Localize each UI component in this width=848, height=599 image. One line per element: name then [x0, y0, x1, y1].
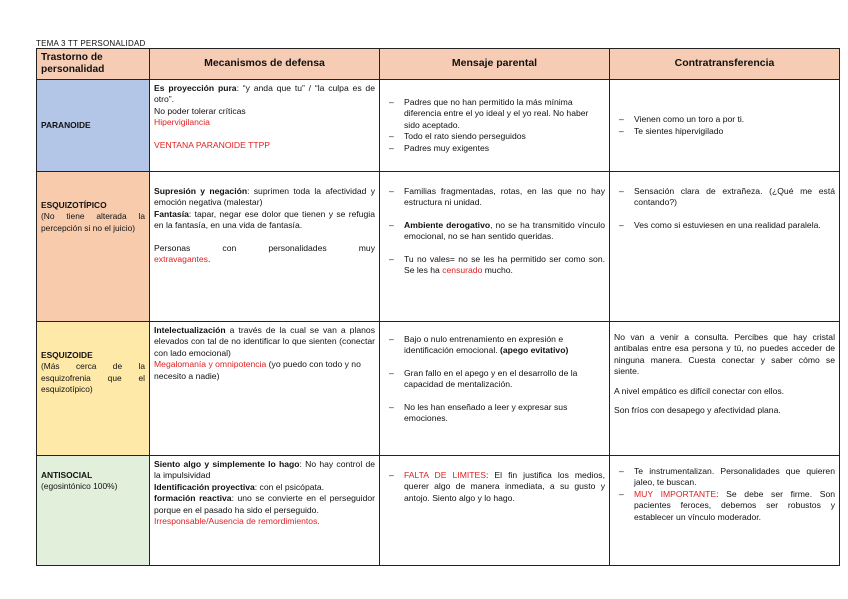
mech-text: (yo puedo con todo y no necesito a nadie) — [154, 359, 361, 381]
cell-esquizoide-mensaje — [380, 322, 610, 456]
list-item: – Te instrumentalizan. Personalidades que quieren jaleo, te buscan. — [614, 466, 835, 489]
mech-bold: Supresión y negación — [154, 186, 248, 196]
list-item: – Te sientes hipervigilado — [614, 126, 835, 137]
list-item: – Ves como si estuviesen en una realidad paralela. — [614, 220, 835, 231]
counter-text: No van a venir a consulta. Percibes que hay cristal antibalas entre esa persona y tú, no puedes acceder de ninguna manera. Cuesta conectar y saber cómo se siente. — [614, 332, 835, 377]
header-row — [37, 49, 840, 80]
mech-text: Personas con personalidades muy — [154, 242, 375, 253]
mech-bold: Fantasía — [154, 208, 189, 219]
msg-bold: Ambiente derogativo — [404, 219, 491, 230]
mech-text: : tapar, negar ese dolor que tienen y se refugia en la fantasía, en una vida de fantasía. — [154, 208, 375, 231]
cell-antisocial-contratransferencia — [610, 456, 840, 566]
cell-esquizoide-mecanismos — [150, 322, 380, 456]
page-title: TEMA 3 TT PERSONALIDAD — [36, 39, 146, 48]
mech-highlight: extravagantes — [154, 254, 208, 265]
mech-highlight: VENTANA PARANOIDE TTPP — [154, 139, 271, 150]
list-item — [384, 334, 605, 357]
list-item — [614, 489, 835, 523]
list-item — [384, 254, 605, 277]
msg-text: Bajo o nulo entrenamiento en expresión e identificación emocional. — [404, 334, 564, 356]
mech-text: No poder tolerar críticas — [154, 105, 246, 116]
cell-antisocial-mensaje — [380, 456, 610, 566]
msg-bold: (apego evitativo) — [500, 345, 569, 356]
msg-text: : El fin justifica los medios, querer algo de manera inmediata, a su gusto y antojo. Siento algo y lo hago. — [404, 470, 605, 503]
mech-highlight: Irresponsable/Ausencia de remordimientos. — [154, 516, 320, 527]
mech-text: : “y anda que tu” / “la culpa es de otro”. — [154, 83, 375, 105]
mech-text: . — [207, 254, 211, 265]
list-item: – Vienen como un toro a por ti. — [614, 114, 835, 125]
cell-paranoide-contratransferencia — [610, 80, 840, 172]
header-mensaje: Mensaje parental — [380, 49, 610, 80]
mech-highlight: Hipervigilancia — [154, 117, 210, 128]
mech-bold: Identificación proyectiva — [154, 481, 255, 492]
disorder-name: ANTISOCIAL — [41, 470, 93, 480]
row-paranoide — [37, 80, 840, 172]
cell-esquizotipico-type — [37, 172, 150, 322]
list-item — [384, 220, 605, 243]
personality-disorders-table — [36, 48, 840, 566]
mech-text: : No hay control de la impulsividad — [154, 459, 376, 481]
row-esquizotipico — [37, 172, 840, 322]
disorder-note: (egosintónico 100%) — [41, 481, 118, 492]
mech-bold: Intelectualización — [154, 325, 226, 335]
cell-esquizoide-type — [37, 322, 150, 456]
header-trastorno: Trastorno de personalidad — [37, 49, 150, 80]
list-item: – Familias fragmentadas, rotas, en las que no hay estructura ni unidad. — [384, 186, 605, 209]
mech-text: : con el psicópata. — [254, 481, 325, 492]
msg-highlight: FALTA DE LIMITES — [404, 470, 486, 480]
cell-esquizoide-contratransferencia — [610, 322, 840, 456]
msg-text: mucho. — [484, 265, 513, 276]
mech-bold: Siento algo y simplemente lo hago — [154, 459, 300, 469]
list-item — [384, 470, 605, 504]
cell-paranoide-type — [37, 80, 150, 172]
cell-antisocial-type — [37, 456, 150, 566]
mech-text: a través de la cual se van a planos elevados con tal de no identificar lo que sienten (conectar con lado emocional) — [154, 325, 375, 358]
cell-esquizotipico-mensaje — [380, 172, 610, 322]
cell-paranoide-mensaje — [380, 80, 610, 172]
mech-text: : uno se convierte en el perseguidor porque en el pasado ha sido el perseguido. — [154, 493, 375, 515]
mech-bold: formación reactiva — [154, 493, 232, 504]
cell-paranoide-mecanismos — [150, 80, 380, 172]
header-mecanismos: Mecanismos de defensa — [150, 49, 380, 80]
cell-antisocial-mecanismos — [150, 456, 380, 566]
mech-highlight: Megalomanía y omnipotencia — [154, 359, 267, 370]
msg-highlight: censurado — [442, 265, 483, 276]
cell-esquizotipico-mecanismos — [150, 172, 380, 322]
list-item: – Todo el rato siendo perseguidos — [384, 131, 605, 142]
row-antisocial — [37, 456, 840, 566]
disorder-name: PARANOIDE — [41, 119, 91, 130]
msg-text: , no se ha transmitido vínculo emocional, no se han sentido queridas. — [404, 219, 605, 242]
cell-esquizotipico-contratransferencia — [610, 172, 840, 322]
mech-text: : suprimen toda la afectividad y emoción negativa (malestar) — [154, 186, 375, 208]
header-contratransferencia: Contratransferencia — [610, 49, 840, 80]
disorder-name: ESQUIZOIDE — [41, 350, 93, 360]
list-item: – Padres que no han permitido la más mínima diferencia entre el yo ideal y el yo real. No haber sido aceptado. — [384, 97, 605, 131]
list-item: – Sensación clara de extrañeza. (¿Qué me está contando?) — [614, 186, 835, 209]
counter-highlight: MUY IMPORTANTE — [634, 488, 717, 499]
disorder-note: (Más cerca de la esquizofrenia que el esquizotípico) — [41, 361, 145, 395]
row-esquizoide — [37, 322, 840, 456]
mech-bold: Es proyección pura — [154, 83, 237, 93]
list-item: – Gran fallo en el apego y en el desarrollo de la capacidad de mentalización. — [384, 368, 605, 391]
msg-text: Tu no vales= no se les ha permitido ser como son. Se les ha — [404, 253, 605, 276]
disorder-note: (No tiene alterada la percepción si no el juicio) — [41, 211, 145, 233]
counter-text: A nivel empático es difícil conectar con ellos. — [614, 385, 785, 396]
disorder-name: ESQUIZOTÍPICO — [41, 200, 107, 210]
list-item: – Padres muy exigentes — [384, 143, 605, 154]
list-item: – No les han enseñado a leer y expresar sus emociones. — [384, 402, 605, 425]
counter-text: Son fríos con desapego y afectividad plana. — [614, 405, 781, 416]
counter-text: : Se debe ser firme. Son pacientes feroces, debemos ser robustos y establecer un vínculo moderador. — [634, 488, 836, 522]
